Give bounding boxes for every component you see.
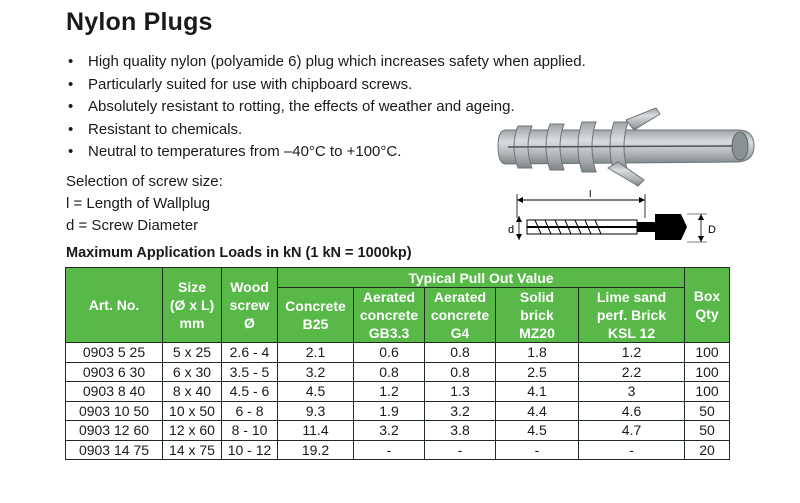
cell-aerated-gb33: 3.2 (354, 421, 425, 441)
plug-dimension-diagram (505, 190, 725, 270)
cell-aerated-g4: 3.8 (425, 421, 496, 441)
cell-solid-brick: - (496, 440, 579, 460)
cell-wood-screw: 4.5 - 6 (222, 382, 278, 402)
cell-size: 6 x 30 (163, 362, 222, 382)
feature-item: • High quality nylon (polyamide 6) plug which increases safety when applied. (66, 51, 586, 74)
header-solid-line: MZ20 (519, 325, 555, 341)
header-pull-out-group: Typical Pull Out Value (278, 268, 685, 288)
feature-item: • Neutral to temperatures from –40°C to +100°C. (66, 141, 586, 164)
table-row (66, 421, 730, 441)
table-row (66, 382, 730, 402)
cell-aerated-gb33: 1.9 (354, 401, 425, 421)
cell-concrete: 9.3 (278, 401, 354, 421)
header-wood-screw (222, 268, 278, 343)
cell-concrete: 4.5 (278, 382, 354, 402)
header-box-line: Box (693, 288, 721, 304)
header-aer4-line: Aerated (433, 289, 487, 305)
diameter-large-label: D (708, 224, 716, 236)
length-label: l (589, 190, 592, 200)
cell-wood-screw: 6 - 8 (222, 401, 278, 421)
cell-aerated-gb33: 1.2 (354, 382, 425, 402)
header-size-line: mm (179, 315, 205, 331)
cell-concrete: 3.2 (278, 362, 354, 382)
cell-concrete: 11.4 (278, 421, 354, 441)
cell-art-no: 0903 10 50 (66, 401, 163, 421)
cell-wood-screw: 3.5 - 5 (222, 362, 278, 382)
table-caption: Maximum Application Loads in kN (1 kN = 1000kp) (66, 245, 412, 261)
cell-box-qty: 50 (685, 401, 730, 421)
header-aer4-line: concrete (430, 307, 490, 323)
header-size-line: (Ø x L) (169, 297, 215, 313)
cell-aerated-gb33: 0.8 (354, 362, 425, 382)
table-row (66, 401, 730, 421)
header-size (163, 268, 222, 343)
cell-aerated-g4: 1.3 (425, 382, 496, 402)
cell-box-qty: 20 (685, 440, 730, 460)
header-lime-line: perf. Brick (596, 307, 667, 323)
header-concrete-line: B25 (302, 316, 329, 332)
feature-item: • Absolutely resistant to rotting, the effects of weather and ageing. (66, 96, 586, 119)
header-art-no: Art. No. (66, 268, 163, 343)
table-row (66, 440, 730, 460)
table-row (66, 343, 730, 363)
cell-solid-brick: 4.1 (496, 382, 579, 402)
header-aer33-line: GB3.3 (368, 325, 410, 341)
cell-lime-sand: 3 (579, 382, 685, 402)
feature-item: • Particularly suited for use with chipboard screws. (66, 74, 586, 97)
load-table (65, 267, 730, 460)
cell-box-qty: 50 (685, 421, 730, 441)
cell-box-qty: 100 (685, 362, 730, 382)
header-aer33-line: concrete (359, 307, 419, 323)
diameter-small-label: d (508, 224, 515, 236)
header-wood-line: Ø (244, 315, 255, 331)
header-aer33-line: Aerated (362, 289, 416, 305)
cell-aerated-gb33: 0.6 (354, 343, 425, 363)
cell-solid-brick: 2.5 (496, 362, 579, 382)
cell-art-no: 0903 14 75 (66, 440, 163, 460)
header-size-line: Size (177, 279, 206, 295)
cell-solid-brick: 4.5 (496, 421, 579, 441)
header-solid-line: brick (520, 307, 554, 323)
cell-aerated-gb33: - (354, 440, 425, 460)
cell-lime-sand: 4.6 (579, 401, 685, 421)
nylon-plug-image (488, 106, 760, 192)
cell-box-qty: 100 (685, 343, 730, 363)
header-solid-brick (496, 288, 579, 343)
cell-wood-screw: 8 - 10 (222, 421, 278, 441)
cell-art-no: 0903 12 60 (66, 421, 163, 441)
diameter-definition: d = Screw Diameter (66, 217, 199, 234)
table-row (66, 362, 730, 382)
cell-size: 10 x 50 (163, 401, 222, 421)
header-aerated-g4 (425, 288, 496, 343)
header-aerated-gb33 (354, 288, 425, 343)
cell-lime-sand: 1.2 (579, 343, 685, 363)
cell-art-no: 0903 8 40 (66, 382, 163, 402)
screw-selection-notes (66, 171, 223, 237)
header-solid-line: Solid (519, 289, 555, 305)
feature-item: • Resistant to chemicals. (66, 119, 586, 142)
cell-aerated-g4: 0.8 (425, 343, 496, 363)
header-box-line: Qty (695, 306, 719, 322)
header-concrete (278, 288, 354, 343)
cell-wood-screw: 2.6 - 4 (222, 343, 278, 363)
header-lime-line: Lime sand (596, 289, 667, 305)
cell-concrete: 19.2 (278, 440, 354, 460)
cell-size: 5 x 25 (163, 343, 222, 363)
cell-aerated-g4: 0.8 (425, 362, 496, 382)
cell-art-no: 0903 5 25 (66, 343, 163, 363)
cell-lime-sand: 2.2 (579, 362, 685, 382)
header-concrete-line: Concrete (285, 298, 346, 314)
cell-concrete: 2.1 (278, 343, 354, 363)
cell-box-qty: 100 (685, 382, 730, 402)
cell-lime-sand: 4.7 (579, 421, 685, 441)
cell-size: 12 x 60 (163, 421, 222, 441)
cell-solid-brick: 4.4 (496, 401, 579, 421)
header-lime-sand (579, 288, 685, 343)
cell-lime-sand: - (579, 440, 685, 460)
cell-wood-screw: 10 - 12 (222, 440, 278, 460)
header-box-qty (685, 268, 730, 343)
cell-art-no: 0903 6 30 (66, 362, 163, 382)
page-title: Nylon Plugs (66, 8, 213, 36)
header-aer4-line: G4 (450, 325, 470, 341)
selection-heading: Selection of screw size: (66, 173, 223, 190)
header-lime-line: KSL 12 (607, 325, 656, 341)
header-wood-line: Wood (230, 279, 269, 295)
cell-aerated-g4: - (425, 440, 496, 460)
cell-solid-brick: 1.8 (496, 343, 579, 363)
length-definition: l = Length of Wallplug (66, 195, 211, 212)
cell-size: 8 x 40 (163, 382, 222, 402)
header-wood-line: screw (229, 297, 270, 313)
cell-size: 14 x 75 (163, 440, 222, 460)
cell-aerated-g4: 3.2 (425, 401, 496, 421)
